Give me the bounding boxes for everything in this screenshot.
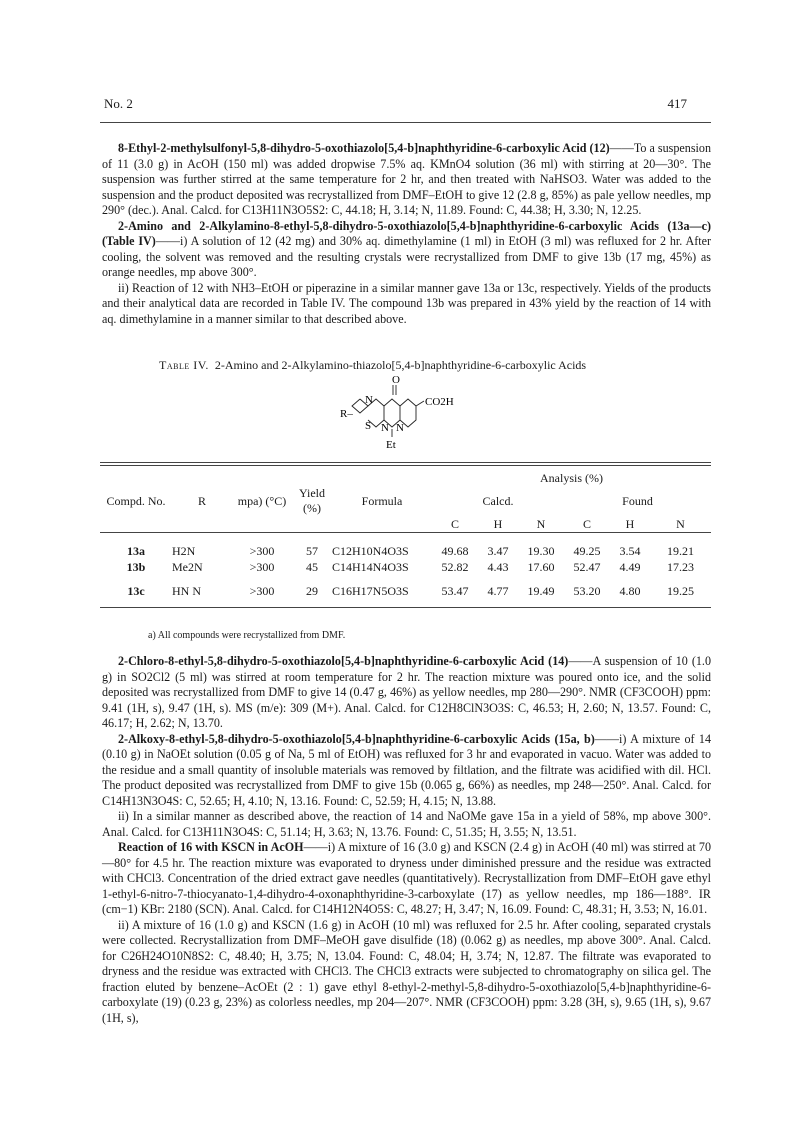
found-h: 3.54 <box>619 543 641 558</box>
header-r: R <box>197 493 206 508</box>
chemical-structure <box>330 373 510 453</box>
table-row <box>100 583 711 599</box>
formula: C12H10N4O3S <box>332 543 409 558</box>
found-n: 17.23 <box>667 559 694 574</box>
melting-point: >300 <box>249 559 275 574</box>
paragraph-compounds-15-ii: ii) In a similar manner as described above, the reaction of 14 and NaOMe gave 15a in a yield of 58%, mp above 300°. Anal. Calcd. for C13H11N3O4S: C, 51.14; H, 3.63; N, 13.76. Found: C, 51.35; H, 3.55; N, 13.51. <box>102 809 711 839</box>
paragraph-compound-14 <box>102 654 711 732</box>
found-c: 49.25 <box>573 543 601 558</box>
table-header-row-3 <box>100 516 711 533</box>
table-caption <box>159 358 586 373</box>
header-analysis: Analysis (%) <box>540 470 603 485</box>
calc-c: 53.47 <box>441 583 469 598</box>
found-c: 53.20 <box>573 583 601 598</box>
paragraph-reaction-16-ii: ii) A mixture of 16 (1.0 g) and KSCN (1.6 g) in AcOH (10 ml) was refluxed for 2.5 hr. After cooling, separated crystals were collected. Recrystallization from DMF–MeOH gave disulfide (18) (0.062 g) as needles, mp above 300°. Anal. Calcd. for C26H24O10N8S2: C, 48.40; H, 3.75; N, 13.04. Found: C, 48.04; H, 3.74; N, 12.87. The filtrate was evaporated to dryness and the residue was extracted with CHCl3. The CHCl3 extracts were subjected to chromatography on silica gel. The fraction eluted by benzene–AcOEt (2 : 1) gave ethyl 8-ethyl-2-methyl-5,8-dihydro-5-oxothiazolo[5,4-b]naphthyridine-6-carboxylate (19) (0.23 g, 23%) as colorless needles, mp 204—207°. NMR (CF3COOH) ppm: 3.28 (3H, s), 9.65 (1H, s), 9.67 (1H, s), <box>102 917 711 1025</box>
header-found-n: N <box>676 516 685 531</box>
body-reaction-16: ——i) A mixture of 16 (3.0 g) and KSCN (2.4 g) in AcOH (40 ml) was stirred at 70—80° for 4.5 hr. The reaction mixture was evaporated to dryness under diminished pressure and the residue was extracted with CHCl3. Concentration of the dried extract gave needles (quantitatively). Recrystallization from DMF–EtOH gave ethyl 1-ethyl-6-nitro-7-thiocyanato-1,4-dihydro-4-oxonaphthyridine-3-carboxylate (17) as yellow needles, mp 186—188°. IR (cm−1) KBr: 2180 (SCN). Anal. Calcd. for C14H12N4O5S: C, 48.27; H, 3.47; N, 16.09. Found: C, 48.31; H, 3.53; N, 16.01. <box>102 840 711 916</box>
body-compound-12: ——To a suspension of 11 (3.0 g) in AcOH (150 ml) was added dropwise 7.5% aq. KMnO4 solution (36 ml) with stirring at 20—30°. The suspension was further stirred at the same temperature for 2 hr, and then treated with NaHSO3. Water was added to the suspension and the product deposited was recrystallized from DMF–EtOH to give 12 (2.8 g, 85%) as pale yellow needles, mp 290° (dec.). Anal. Calcd. for C13H11N3O5S2: C, 44.18; H, 3.14; N, 11.89. Found: C, 44.38; H, 3.30; N, 12.25. <box>102 141 711 217</box>
melting-point: >300 <box>249 543 275 558</box>
compound-no: 13b <box>126 559 146 574</box>
table-top-rule-2 <box>100 465 711 466</box>
formula: C14H14N4O3S <box>332 559 409 574</box>
structure-r-group: R– <box>340 408 353 420</box>
header-formula: Formula <box>361 493 403 508</box>
paragraph-compounds-13-ii: ii) Reaction of 12 with NH3–EtOH or piperazine in a similar manner gave 13a or 13c, respectively. Yields of the products and their analytical data are recorded in Table IV. The compound 13b was prepared in 43% yield by the reaction of 14 with aq. dimethylamine in a manner similar to that described above. <box>102 280 711 326</box>
header-calcd: Calcd. <box>482 493 514 508</box>
header-mp: mpa) (°C) <box>237 493 287 508</box>
heading-compounds-15: 2-Alkoxy-8-ethyl-5,8-dihydro-5-oxothiazolo[5,4-b]naphthyridine-6-carboxylic Acids (15a, b) <box>118 731 595 746</box>
calc-n: 19.49 <box>527 583 555 598</box>
paragraph-compounds-15 <box>102 732 711 810</box>
r-group: H2N <box>172 543 196 558</box>
header-yield: Yield (%) <box>299 486 325 515</box>
heading-compounds-13: 2-Amino and 2-Alkylamino-8-ethyl-5,8-dihydro-5-oxothiazolo[5,4-b]naphthyridine-6-carboxylic Acids (13a—c) (Table IV) <box>102 218 711 248</box>
upper-text-block <box>102 141 711 327</box>
body-compounds-15: ——i) A mixture of 14 (0.10 g) in NaOEt solution (0.05 g of Na, 5 ml of EtOH) was refluxed for 3 hr and evaporated in vacuo. Water was added to the residue and a small quantity of insoluble materials was removed by filtlation, and the filtrate was acidified with dil. HCl. The product deposited was recrystallized from DMF to give 15b (0.065 g, 66%) as needles, mp 248—250°. Anal. Calcd. for C14H13N3O4S: C, 52.65; H, 4.10; N, 13.16. Found: C, 52.59; H, 4.15; N, 13.88. <box>102 731 711 808</box>
paragraph-compound-12 <box>102 141 711 219</box>
table-row <box>100 559 711 575</box>
header-calc-n: N <box>536 516 546 531</box>
header-found: Found <box>622 493 653 508</box>
yield-value: 45 <box>306 559 318 574</box>
table-row <box>100 543 711 559</box>
yield-value: 29 <box>306 583 318 598</box>
r-group: Me2N <box>172 559 203 574</box>
paragraph-compounds-13 <box>102 219 711 281</box>
structure-oxygen: O <box>392 374 400 386</box>
heading-reaction-16: Reaction of 16 with KSCN in AcOH <box>118 840 304 854</box>
melting-point: >300 <box>249 583 275 598</box>
lower-text-block <box>102 654 711 1026</box>
issue-number: No. 2 <box>104 96 133 111</box>
found-h: 4.80 <box>619 583 641 598</box>
compound-no: 13a <box>127 543 145 558</box>
table-iv <box>100 470 711 608</box>
header-found-h: H <box>625 516 635 531</box>
found-h: 4.49 <box>619 559 641 574</box>
calc-h: 4.43 <box>487 559 509 574</box>
header-rule <box>100 122 711 123</box>
page-header <box>104 96 689 114</box>
structure-n1: N <box>365 394 373 406</box>
heading-compound-12: 8-Ethyl-2-methylsulfonyl-5,8-dihydro-5-oxothiazolo[5,4-b]naphthyridine-6-carboxylic Acid (12) <box>118 141 610 155</box>
structure-carboxyl: CO2H <box>425 396 454 408</box>
calc-h: 4.77 <box>487 583 509 598</box>
table-top-rule <box>100 462 711 463</box>
found-c: 52.47 <box>573 559 601 574</box>
structure-ethyl: Et <box>386 439 396 451</box>
header-compd: Compd. No. <box>106 493 166 508</box>
table-header-row-1 <box>100 470 711 486</box>
header-found-c: C <box>582 516 591 531</box>
header-calc-c: C <box>450 516 459 531</box>
page-number: 417 <box>667 96 687 111</box>
table-title: 2-Amino and 2-Alkylamino-thiazolo[5,4-b]naphthyridine-6-carboxylic Acids <box>214 358 587 372</box>
calc-n: 19.30 <box>527 543 555 558</box>
calc-c: 49.68 <box>441 543 469 558</box>
body-compound-14: ——A suspension of 10 (1.0 g) in SO2Cl2 (5 ml) was stirred at room temperature for 2 hr. The reaction mixture was poured onto ice, and the solid deposited was recrystallized from DMF to give 14 (0.47 g, 46%) as yellow needles, mp 280—290°. NMR (CF3COOH) ppm: 9.41 (1H, s), 9.47 (1H, s). MS (m/e): 309 (M+). Anal. Calcd. for C12H8ClN3O3S: C, 46.53; H, 2.60; N, 13.57. Found: C, 46.17; H, 2.62; N, 13.70. <box>102 654 711 730</box>
table-header-row-2 <box>100 486 711 516</box>
calc-c: 52.82 <box>441 559 469 574</box>
structure-n2: N <box>381 422 389 434</box>
formula: C16H17N5O3S <box>332 583 409 598</box>
table-footnote: a) All compounds were recrystallized from DMF. <box>148 630 346 641</box>
found-n: 19.21 <box>667 543 694 558</box>
calc-h: 3.47 <box>487 543 509 558</box>
heading-compound-14: 2-Chloro-8-ethyl-5,8-dihydro-5-oxothiazolo[5,4-b]naphthyridine-6-carboxylic Acid (14) <box>118 654 569 668</box>
body-compounds-13: ——i) A solution of 12 (42 mg) and 30% aq. dimethylamine (1 ml) in EtOH (3 ml) was refluxed for 2 hr. After cooling, the solvent was removed and the resulting crystals were recrystallized from DMF to give 13b (17 mg, 45%) as orange needles, mp above 300°. <box>102 234 712 279</box>
structure-s: S <box>365 420 372 432</box>
table-label: Table IV. <box>159 358 209 372</box>
compound-no: 13c <box>127 583 145 598</box>
r-group: HN N <box>172 583 201 598</box>
structure-n3: N <box>396 422 404 434</box>
paragraph-reaction-16 <box>102 840 711 918</box>
yield-value: 57 <box>306 543 318 558</box>
calc-n: 17.60 <box>527 559 555 574</box>
found-n: 19.25 <box>667 583 694 598</box>
header-calc-h: H <box>493 516 503 531</box>
